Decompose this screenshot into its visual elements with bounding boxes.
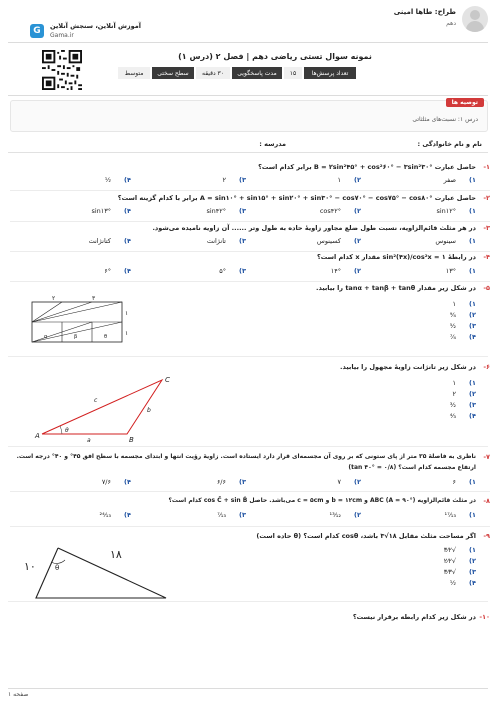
question-10 [8,613,490,627]
q5-angle-alpha: α [44,334,48,340]
divider [8,95,488,96]
option-3[interactable]: ۳) تانژانت [206,237,246,245]
option-2[interactable]: ۲) ¹³⁄₁₂ [329,511,361,519]
q5-angle-beta: β [74,334,78,340]
option-4[interactable]: ۴) ²⁴⁄₁₃ [99,511,131,519]
side-c-label: c [94,397,98,404]
side-b-label: b [147,407,151,414]
question-text-line2: ارتفاع مجسمه کدام است؟ (tan ۴۰° = ۰/۸) [348,464,476,471]
divider [10,526,490,527]
angle-theta-label: θ [55,564,60,572]
question-number: ۸- [483,497,490,505]
question-number: ۵- [483,284,490,292]
divider [8,42,488,43]
option-3[interactable]: ۳) ۵° [219,267,246,275]
angle-theta-label: θ [65,427,69,434]
question-number: ۱۰- [479,613,490,621]
question-number: ۷- [483,453,490,461]
option-3[interactable]: ۳) √۳⁄۳ [443,567,476,576]
notice-tag: توصیه ها [446,98,484,107]
option-4[interactable]: ۴) ⁴⁄₃ [449,411,476,420]
difficulty-value: متوسط [117,66,151,80]
option-3[interactable]: ۳) ⁵⁄₂ [449,321,476,330]
option-2[interactable]: ۲) ۱ [337,176,361,184]
q5-side-label-2: ۱ [125,330,129,337]
option-2[interactable]: ۲) ۷ [337,478,361,486]
option-2[interactable]: ۲) کسینوس [316,237,361,245]
option-2[interactable]: ۲) ⁹⁄₄ [449,310,476,319]
question-number: ۶- [483,363,490,371]
side-18-label: ۱۸ [110,548,122,561]
question-text: در شکل زیر کدام رابطه برقرار نیست؟ [352,613,476,621]
q5-top-label-1: ۲ [52,295,56,302]
site-title: آموزش آنلاین، سنجش آنلاین [50,22,142,30]
q5-side-label-1: ۱ [125,310,129,317]
header [0,0,496,44]
options-row [14,511,476,519]
divider [10,190,490,191]
q5-angle-theta: θ [104,334,108,340]
question-number: ۴- [483,253,490,261]
site-url[interactable]: Gama.ir [50,32,74,39]
options-row [14,237,476,245]
options-row [14,176,476,184]
question-3 [8,224,490,250]
question-number: ۹- [483,532,490,540]
vertex-a-label: A [35,432,40,440]
vertex-c-label: C [165,376,170,384]
option-1[interactable]: ۱) صفر [443,176,476,184]
side-10-label: ۱۰ [24,560,36,573]
question-4 [8,253,490,279]
question-count-label: تعداد پرسش‌ها [303,66,357,80]
exam-info-row [117,66,357,80]
question-number: ۱- [483,163,490,171]
option-2[interactable]: ۲) cos۴۲° [319,207,361,215]
option-2[interactable]: ۲) ۱۴° [330,267,361,275]
option-3[interactable]: ۳) sin۴۲° [206,207,246,215]
question-text: در شکل زیر تانژانت زاویهٔ مجهول را بیابید. [340,363,476,371]
divider [10,221,490,222]
divider [8,152,488,153]
page-number: صفحه ۱ [8,691,29,698]
options-column [450,298,476,342]
student-name-label: نام و نام خانوادگی : [417,140,482,148]
option-4[interactable]: ۴) ½ [449,578,476,587]
question-text: در مثلث قائم‌الزاویه ABC (A = ۹۰°) و b = ۱۲cm و c = ۵cm می‌باشد. حاصل cos Ĉ + sin B̂ کدام است؟ [168,497,476,504]
question-text: حاصل عبارت B = ۲sin²۴۵° + cos²۶۰° − ۳sin²۳۰° برابر کدام است؟ [258,163,476,171]
options-row [14,267,476,275]
difficulty-label: سطح سختی [151,66,195,80]
option-3[interactable]: ۳) ۶/۶ [216,478,246,486]
option-4[interactable]: ۴) ⁷⁄₄ [449,332,476,341]
divider [10,251,490,252]
question-text: در هر مثلث قائم‌الزاویه، نسبت طول ضلع مجاور زاویهٔ حاده به طول وتر ...... آن زاویه نامیده می‌شود. [152,224,476,232]
gama-logo-icon: G [30,24,44,38]
divider [8,446,488,447]
q5-top-label-2: ۳ [92,295,96,302]
question-2 [8,194,490,220]
option-1[interactable]: ۱) سینوس [435,237,476,245]
option-1[interactable]: ۱) sin۱۲° [436,207,476,215]
option-4[interactable]: ۴) ½ [104,176,131,184]
divider [8,356,488,357]
question-text: در رابطهٔ ۱ = sin²(۴x)/cos²x مقدار x کدام است؟ [316,253,476,261]
vertex-b-label: B [129,436,134,444]
q9-figure [18,542,168,600]
question-7 [8,453,490,491]
option-4[interactable]: ۴) کتانژانت [88,237,131,245]
option-2[interactable]: ۲) √۲⁄۲ [443,556,476,565]
duration-value: ۳۰ دقیقه [195,66,231,80]
option-1[interactable]: ۱) √۳⁄۲ [443,545,476,554]
divider [8,688,488,689]
option-1[interactable]: ۱) ¹⁷⁄₁₃ [444,511,476,519]
exam-title: نمونه سوال تستی ریاضی دهم | فصل ۲ (درس ۱) [178,52,372,61]
side-a-label: a [87,437,91,444]
option-1[interactable]: ۱) ۱۳° [445,267,476,275]
question-number: ۳- [483,224,490,232]
school-label: مدرسه : [259,140,286,148]
qr-code-icon [42,50,82,90]
notice-text: درس ۱: نسبت‌های مثلثاتی [412,116,478,123]
question-number: ۲- [483,194,490,202]
question-text: در شکل زیر مقدار tanα + tanβ + tanθ را بیابید. [315,284,476,292]
divider [8,601,488,602]
option-4[interactable]: ۴) ۷/۶ [101,478,131,486]
question-text: حاصل عبارت A = sin۱۰° + sin۱۵° + sin۲۰° + sin۳۰° − cos۷۰° − cos۷۵° − cos۸۰° برابر با کدام گزینه است؟ [117,194,476,202]
option-3[interactable]: ۳) ⁷⁄₁₃ [217,511,246,519]
designer-label: طراح: طاها امینی [393,8,456,16]
option-1[interactable]: ۱) ۱ [452,299,476,308]
avatar [462,6,488,32]
option-4[interactable]: ۴) ۶° [104,267,131,275]
options-row [14,207,476,215]
option-3[interactable]: ۳) ³⁄₂ [449,400,476,409]
question-8 [8,497,490,525]
option-3[interactable]: ۳) ۲ [222,176,246,184]
question-1 [8,163,490,189]
grade-label: دهم [446,20,456,27]
option-2[interactable]: ۲) ۲ [452,389,476,398]
option-1[interactable]: ۱) ۱ [452,378,476,387]
divider [10,281,490,282]
question-text: ناظری به فاصلهٔ ۳۵ متر از پای ستونی که بر روی آن مجسمه‌ای قرار دارد ایستاده است. زاویهٔ رؤیت انتها و ابتدای مجسمه با سطح افق ۴۵° و ۴۰° درجه است. [16,453,476,460]
divider [10,491,490,492]
question-count-value: ۱۵ [283,66,303,80]
options-column [450,377,476,421]
options-row [14,478,476,486]
duration-label: مدت پاسخگویی [231,66,283,80]
q6-figure [32,372,182,446]
q5-figure [22,294,132,348]
option-1[interactable]: ۱) ۶ [452,478,476,486]
options-column [444,544,476,588]
question-text: اگر مساحت مثلث مقابل ۱۸√۳ باشد، cosθ کدام است؟ (θ حاده است) [256,532,476,540]
option-4[interactable]: ۴) sin۱۳° [91,207,131,215]
